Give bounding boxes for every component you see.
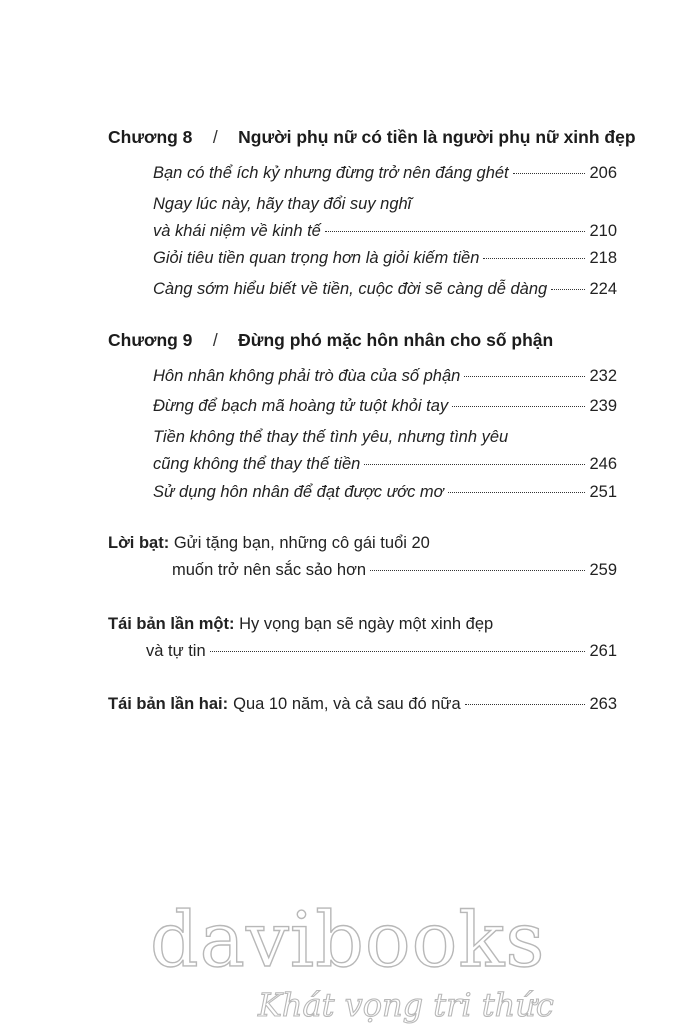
toc-page-number: 206 bbox=[589, 164, 617, 182]
afterword-title: muốn trở nên sắc sảo hơn bbox=[172, 561, 367, 579]
chapter-8-number: Chương 8 bbox=[108, 127, 193, 147]
toc-page-number: 218 bbox=[589, 249, 617, 267]
chapter-8-heading bbox=[108, 127, 636, 148]
dot-leader bbox=[370, 570, 585, 571]
second-reprint-title: Qua 10 năm, và cả sau đó nữa bbox=[233, 695, 461, 713]
first-reprint-label: Tái bản lần một: bbox=[108, 615, 235, 633]
afterword-label: Lời bạt: bbox=[108, 534, 170, 552]
toc-entry[interactable] bbox=[153, 245, 617, 272]
dot-leader bbox=[464, 376, 585, 377]
toc-entry[interactable] bbox=[153, 363, 617, 390]
chapter-separator: / bbox=[212, 127, 218, 147]
first-reprint-entry[interactable] bbox=[108, 611, 617, 665]
chapter-9-heading bbox=[108, 330, 628, 351]
chapter-9-title: Đừng phó mặc hôn nhân cho số phận bbox=[238, 330, 554, 350]
toc-entry[interactable] bbox=[153, 276, 617, 303]
toc-entry[interactable] bbox=[153, 393, 617, 420]
dot-leader bbox=[452, 406, 585, 407]
toc-entry-title: Đừng để bạch mã hoàng tử tuột khỏi tay bbox=[153, 397, 449, 415]
chapter-separator: / bbox=[212, 330, 218, 350]
dot-leader bbox=[325, 231, 586, 232]
toc-page-number: 261 bbox=[589, 642, 617, 660]
toc-entry-title: Sử dụng hôn nhân để đạt được ước mơ bbox=[153, 483, 444, 501]
toc-entry-title: Giỏi tiêu tiền quan trọng hơn là giỏi kiếm tiền bbox=[153, 249, 480, 267]
toc-entry-title: Hôn nhân không phải trò đùa của số phận bbox=[153, 367, 461, 385]
publisher-logo: davibooks bbox=[150, 895, 546, 984]
first-reprint-title: và tự tin bbox=[146, 642, 206, 660]
toc-entry-title-line: Tiền không thể thay thế tình yêu, nhưng tình yêu bbox=[153, 428, 509, 446]
dot-leader bbox=[364, 464, 585, 465]
toc-page-number: 251 bbox=[589, 483, 617, 501]
first-reprint-title-line: Hy vọng bạn sẽ ngày một xinh đẹp bbox=[239, 615, 494, 633]
toc-page-number: 210 bbox=[589, 222, 617, 240]
toc-page-number: 239 bbox=[589, 397, 617, 415]
dot-leader bbox=[210, 651, 586, 652]
chapter-8-title: Người phụ nữ có tiền là người phụ nữ xinh đẹp bbox=[238, 127, 636, 147]
toc-entry-title: Càng sớm hiểu biết về tiền, cuộc đời sẽ càng dễ dàng bbox=[153, 280, 548, 298]
afterword-entry[interactable] bbox=[108, 530, 617, 584]
toc-page-number: 224 bbox=[589, 280, 617, 298]
dot-leader bbox=[465, 704, 586, 705]
toc-entry[interactable] bbox=[153, 479, 617, 506]
toc-page-number: 259 bbox=[589, 561, 617, 579]
dot-leader bbox=[483, 258, 585, 259]
toc-entry[interactable] bbox=[153, 191, 617, 245]
toc-entry[interactable] bbox=[153, 160, 617, 187]
toc-page-number: 246 bbox=[589, 455, 617, 473]
dot-leader bbox=[448, 492, 586, 493]
chapter-9-number: Chương 9 bbox=[108, 330, 193, 350]
toc-entry-title: và khái niệm về kinh tế bbox=[153, 222, 321, 240]
toc-page-number: 232 bbox=[589, 367, 617, 385]
dot-leader bbox=[551, 289, 585, 290]
second-reprint-entry[interactable] bbox=[108, 691, 617, 718]
dot-leader bbox=[513, 173, 586, 174]
second-reprint-label: Tái bản lần hai: bbox=[108, 695, 229, 713]
toc-entry-title: cũng không thể thay thế tiền bbox=[153, 455, 361, 473]
toc-entry[interactable] bbox=[153, 424, 617, 478]
afterword-title-line: Gửi tặng bạn, những cô gái tuổi 20 bbox=[173, 534, 430, 552]
toc-page-number: 263 bbox=[589, 695, 617, 713]
toc-entry-title: Bạn có thể ích kỷ nhưng đừng trở nên đáng ghét bbox=[153, 164, 509, 182]
publisher-slogan: Khát vọng tri thức bbox=[258, 986, 554, 1024]
toc-entry-title-line: Ngay lúc này, hãy thay đổi suy nghĩ bbox=[153, 195, 412, 213]
